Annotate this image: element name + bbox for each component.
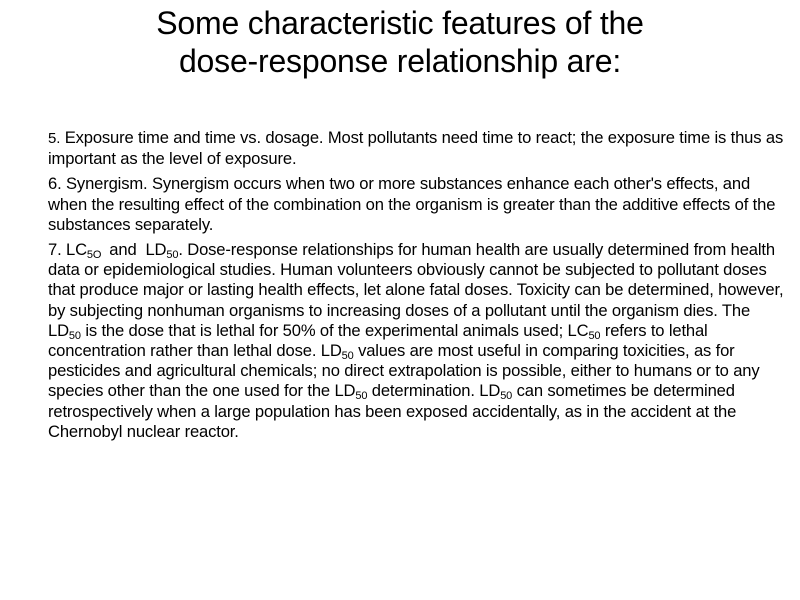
- paragraph-6-text: 6. Synergism. Synergism occurs when two or more substances enhance each other's effects, and when the resulting effect of the combination on the organism is greater than the additive effects of the substances separately.: [48, 174, 776, 234]
- lc-subscript-2: 50: [588, 329, 601, 342]
- ld-subscript-3: 50: [341, 350, 354, 363]
- paragraph-7-text-3: refers to lethal concentration rather than lethal dose.: [48, 320, 708, 361]
- slide-body: [48, 128, 784, 447]
- title-line-2: dose-response relationship are:: [178, 43, 622, 79]
- ld-label: LD: [145, 240, 167, 260]
- ld-label-2: LD: [48, 320, 69, 340]
- and-word: and: [109, 240, 137, 260]
- ld-label-4: LD: [334, 381, 356, 401]
- paragraph-7: [48, 240, 784, 442]
- ld-subscript-2: 50: [68, 329, 81, 342]
- title-line-1: Some characteristic features of the: [156, 5, 644, 41]
- paragraph-7-text-2: is the dose that is lethal for 50% of the experimental animals used;: [80, 320, 568, 340]
- paragraph-5-text: Exposure time and time vs. dosage. Most pollutants need time to react; the exposure time is thus as important as the level of exposure.: [48, 128, 784, 169]
- paragraph-5: [48, 128, 784, 169]
- paragraph-7-text-4: values are most useful in comparing toxicities, as for pesticides and agricultural chemicals; no direct extrapolation is possible, either to humans or to any species other than the one used for the: [48, 341, 760, 401]
- lc-label-2: LC: [567, 320, 589, 340]
- paragraph-7-text-1: . Dose-response relationships for human health are usually determined from health data or epidemiological studies. Human volunteers obviously cannot be subjected to pollutant doses that produce major or lasting health effects, let alone fatal doses. Toxicity can be determined, however, by subjecting nonhuman organisms to increasing doses of a pollutant until the organism dies. The: [48, 240, 784, 320]
- lc-subscript: 5O: [86, 249, 102, 262]
- ld-subscript: 50: [166, 249, 179, 262]
- paragraph-7-number: 7.: [48, 240, 66, 260]
- ld-subscript-4: 50: [355, 390, 368, 403]
- paragraph-7-text-5: determination.: [367, 381, 480, 401]
- ld-subscript-5: 50: [500, 390, 513, 403]
- paragraph-5-number: 5.: [48, 130, 61, 147]
- ld-label-3: LD: [320, 341, 342, 361]
- ld-label-5: LD: [479, 381, 501, 401]
- lc-label: LC: [66, 240, 87, 260]
- slide-title: [40, 4, 760, 80]
- paragraph-6: [48, 174, 784, 235]
- paragraph-7-text-6: can sometimes be determined retrospectively when a large population has been exposed accidentally, as in the accident at the Chernobyl nuclear reactor.: [48, 381, 737, 441]
